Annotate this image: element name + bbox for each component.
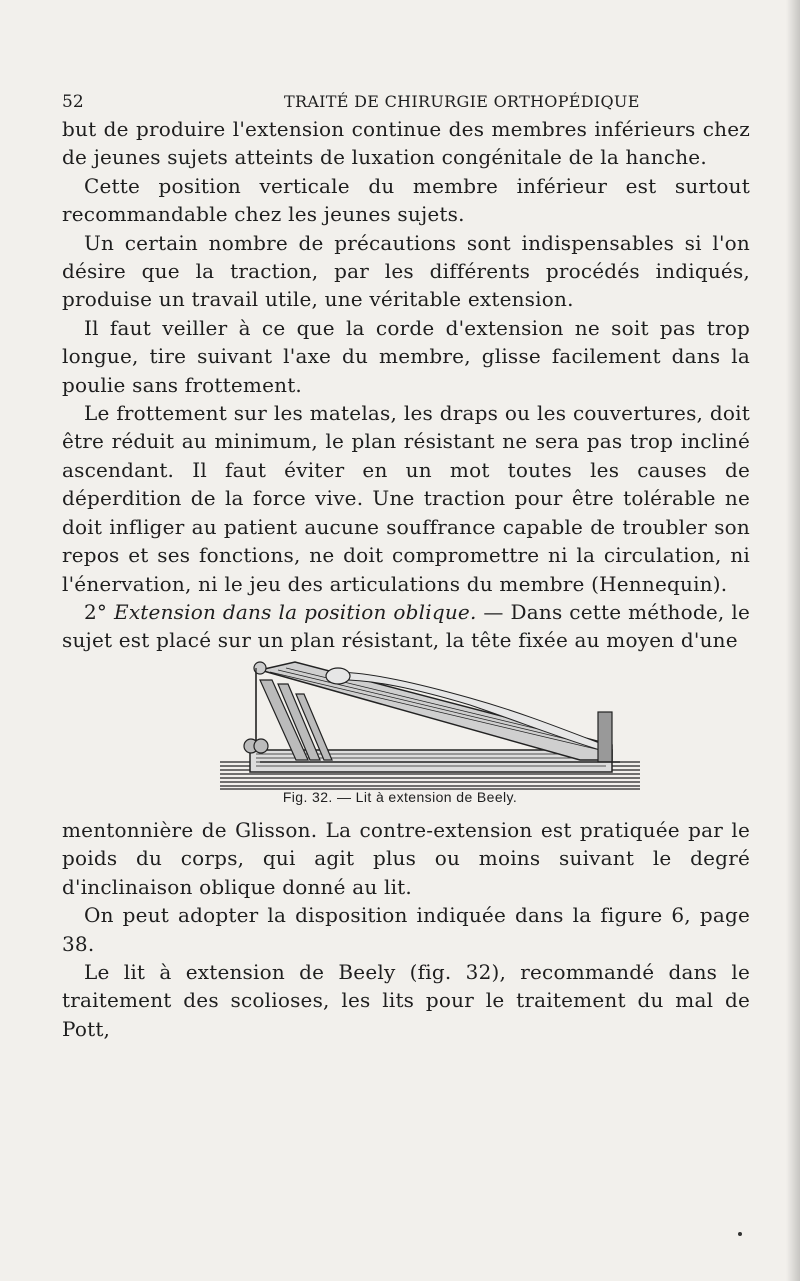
paragraph: Il faut veiller à ce que la corde d'extension ne soit pas trop longue, tire suivant l'axe du membre, glisse facilement dans la poulie sans frottement. [62,315,750,397]
section-title: Extension dans la position oblique. [114,599,477,624]
running-head: TRAITÉ DE CHIRURGIE ORTHOPÉDIQUE [284,92,640,111]
paragraph: mentonnière de Glisson. La contre-extension est pratiquée par le poids du corps, qui agit plus ou moins suivant le degré d'inclinaison oblique donné au lit. [62,818,750,899]
paragraph: On peut adopter la disposition indiquée dans la figure 6, page 38. [62,903,750,956]
page-number: 52 [62,92,84,112]
body-text-bottom [62,816,750,1043]
paragraph: Le frottement sur les matelas, les draps ou les couvertures, doit être réduit au minimum, le plan résistant ne sera pas trop incliné ascendant. Il faut éviter en un mot toutes les causes de déperdition de la force vive. Une traction pour être tolérable ne doit infliger au patient aucune souffrance capable de troubler son repos et ses fonctions, ne doit compromettre ni la circulation, ni l'énervation, ni le jeu des articulations du membre (Hennequin). [62,401,750,596]
figure-caption: Fig. 32. — Lit à extension de Beely. [282,789,518,805]
section-paragraph [62,598,750,655]
paragraph: but de produire l'extension continue des membres inférieurs chez de jeunes sujets atteints de luxation congénitale de la hanche. [62,117,750,170]
section-text: — Dans cette méthode, le sujet est placé sur un plan résistant, la tête fixée au moyen d'une [62,599,750,653]
page-edge-shadow [786,0,800,1281]
body-text-top [62,115,750,655]
paragraph: Le lit à extension de Beely (fig. 32), recommandé dans le traitement des scolioses, les lits pour le traitement du mal de Pott, [62,960,750,1041]
paragraph: Un certain nombre de précautions sont indispensables si l'on désire que la traction, par les différents procédés indiqués, produise un travail utile, une véritable extension. [62,230,750,312]
page-header [62,92,746,116]
paragraph: Cette position verticale du membre inférieur est surtout recommandable chez les jeunes sujets. [62,173,750,227]
figure-beely-bed [220,650,640,790]
print-speck [738,1232,742,1236]
section-number: 2° [84,599,108,624]
